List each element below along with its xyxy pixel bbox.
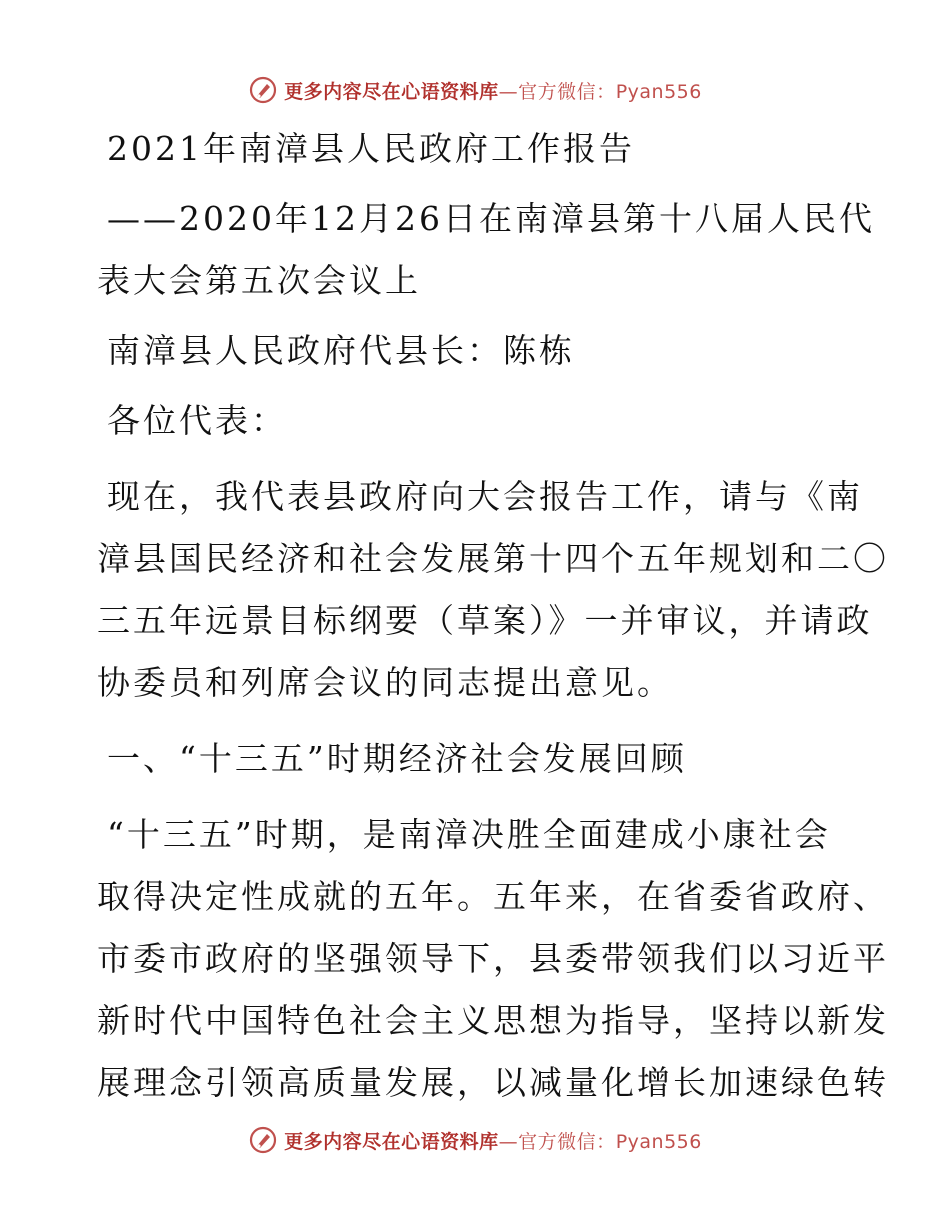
paragraph-line: 新时代中国特色社会主义思想为指导，坚持以新发 — [97, 1001, 889, 1040]
paragraph-line: 现在，我代表县政府向大会报告工作，请与《南 — [107, 477, 863, 516]
paragraph-line: 市委市政府的坚强领导下，县委带领我们以习近平 — [97, 939, 889, 978]
pen-nib-logo-icon — [248, 1125, 278, 1155]
section-heading: 一、“十三五”时期经济社会发展回顾 — [107, 739, 687, 778]
document-subtitle-line-1: ——2020年12月26日在南漳县第十八届人民代 — [107, 199, 875, 238]
speaker-line: 南漳县人民政府代县长：陈栋 — [107, 331, 575, 370]
salutation: 各位代表： — [107, 401, 287, 440]
paragraph-line: 协委员和列席会议的同志提出意见。 — [97, 663, 673, 702]
paragraph-line: 三五年远景目标纲要（草案）》一并审议，并请政 — [97, 601, 873, 640]
intro-paragraph — [97, 466, 889, 714]
watermark-text: 更多内容尽在心语资料库—官方微信：Pyan556 — [284, 80, 702, 103]
footer-watermark — [0, 1118, 950, 1162]
paragraph-line: 展理念引领高质量发展，以减量化增长加速绿色转 — [97, 1063, 889, 1102]
body-paragraph — [97, 804, 889, 1114]
paragraph-line: “十三五”时期，是南漳决胜全面建成小康社会 — [107, 815, 831, 854]
watermark-text: 更多内容尽在心语资料库—官方微信：Pyan556 — [284, 1130, 702, 1153]
paragraph-line: 漳县国民经济和社会发展第十四个五年规划和二〇 — [97, 539, 889, 578]
paragraph-line: 取得决定性成就的五年。五年来，在省委省政府、 — [97, 877, 889, 916]
header-watermark — [0, 68, 950, 112]
document-subtitle-line-2: 表大会第五次会议上 — [97, 261, 421, 300]
document-body — [97, 118, 889, 1114]
document-title: 2021年南漳县人民政府工作报告 — [107, 129, 635, 168]
pen-nib-logo-icon — [248, 75, 278, 105]
